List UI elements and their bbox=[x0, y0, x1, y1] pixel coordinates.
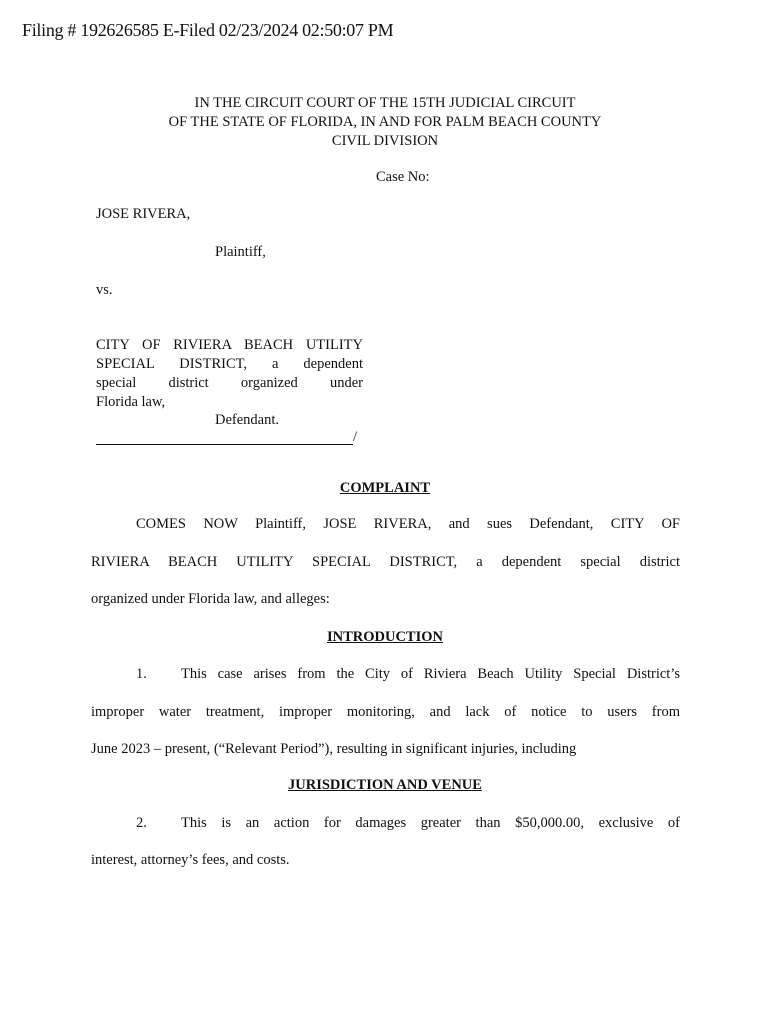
complaint-intro-line-2: RIVIERA BEACH UTILITY SPECIAL DISTRICT, a dependent special district bbox=[91, 554, 680, 570]
complaint-heading: COMPLAINT bbox=[339, 480, 431, 496]
defendant-line-2: SPECIAL DISTRICT, a dependent bbox=[96, 356, 363, 372]
versus-label: vs. bbox=[96, 282, 113, 298]
filing-stamp: Filing # 192626585 E-Filed 02/23/2024 02:50:07 PM bbox=[22, 20, 394, 40]
plaintiff-name: JOSE RIVERA, bbox=[96, 206, 191, 222]
intro-para-line-2: improper water treatment, improper monitoring, and lack of notice to users from bbox=[91, 704, 680, 720]
intro-para-line-1: This case arises from the City of Riviera Beach Utility Special District’s bbox=[181, 666, 680, 682]
intro-para-line-3: June 2023 – present, (“Relevant Period”), resulting in significant injuries, including bbox=[91, 741, 577, 757]
paragraph-number-1: 1. bbox=[136, 666, 147, 682]
court-line-1: IN THE CIRCUIT COURT OF THE 15TH JUDICIAL CIRCUIT bbox=[194, 95, 576, 111]
case-number-label: Case No: bbox=[376, 169, 430, 185]
court-line-2: OF THE STATE OF FLORIDA, IN AND FOR PALM BEACH COUNTY bbox=[168, 114, 602, 130]
complaint-intro-line-3: organized under Florida law, and alleges: bbox=[91, 591, 330, 607]
court-caption bbox=[0, 94, 770, 151]
defendant-role: Defendant. bbox=[215, 412, 280, 428]
court-line-3: CIVIL DIVISION bbox=[331, 133, 439, 149]
introduction-heading: INTRODUCTION bbox=[326, 629, 443, 645]
plaintiff-role: Plaintiff, bbox=[215, 244, 266, 260]
defendant-block bbox=[96, 336, 363, 412]
jurisdiction-para-line-1: This is an action for damages greater than $50,000.00, exclusive of bbox=[181, 815, 680, 831]
complaint-intro-line-1: COMES NOW Plaintiff, JOSE RIVERA, and sues Defendant, CITY OF bbox=[136, 516, 680, 532]
jurisdiction-para-line-2: interest, attorney’s fees, and costs. bbox=[91, 852, 290, 868]
caption-divider-slash: / bbox=[353, 429, 358, 445]
defendant-line-4: Florida law, bbox=[96, 394, 166, 410]
jurisdiction-heading: JURISDICTION AND VENUE bbox=[288, 777, 482, 793]
caption-divider-line bbox=[96, 430, 353, 445]
defendant-line-1: CITY OF RIVIERA BEACH UTILITY bbox=[96, 337, 363, 353]
defendant-line-3: special district organized under bbox=[96, 375, 363, 391]
paragraph-number-2: 2. bbox=[136, 815, 147, 831]
